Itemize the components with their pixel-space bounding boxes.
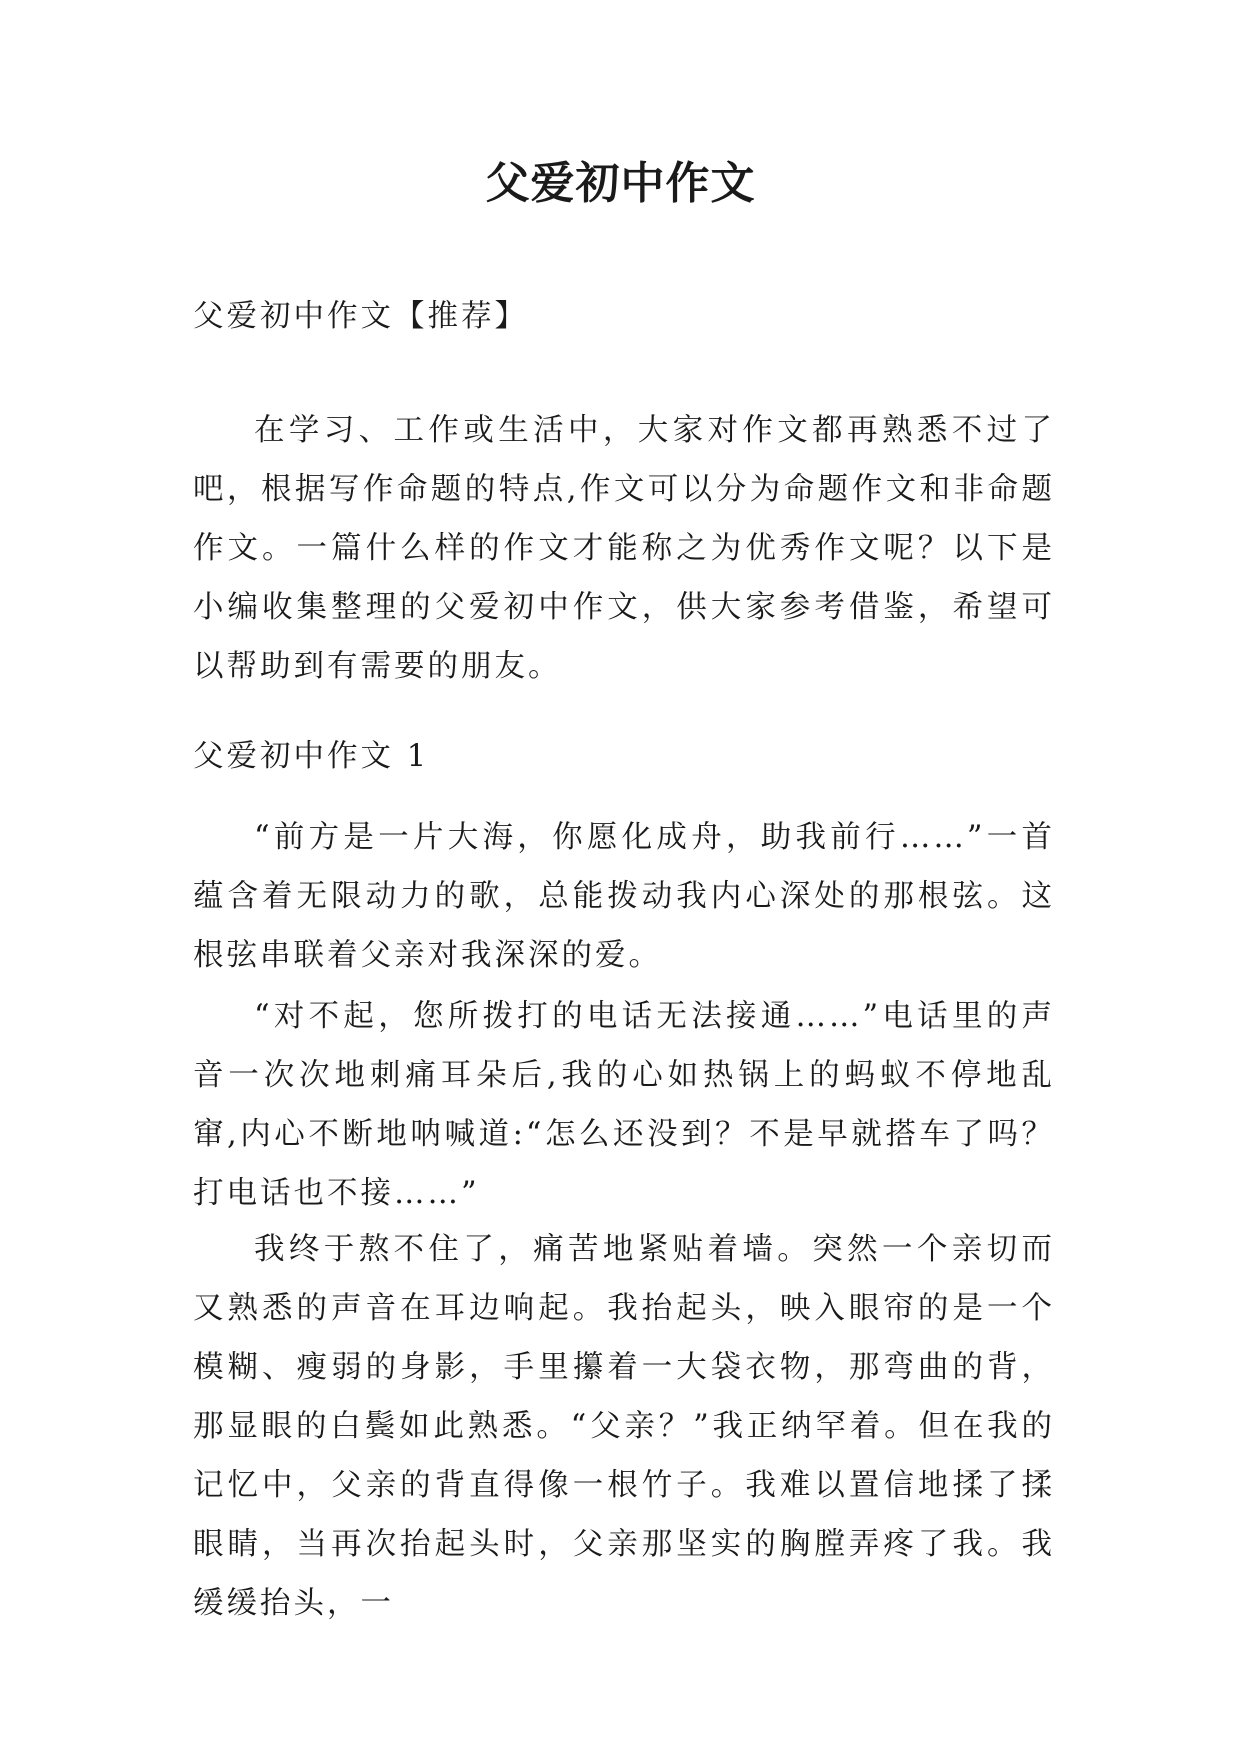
intro-paragraph: 在学习、工作或生活中，大家对作文都再熟悉不过了吧，根据写作命题的特点,作文可以分为命题作文和非命题作文。一篇什么样的作文才能称之为优秀作文呢？以下是小编收集整理的父爱初中作文，供大家参考借鉴，希望可以帮助到有需要的朋友。 <box>193 413 1055 684</box>
section-heading: 父爱初中作文 1 <box>193 739 430 774</box>
body-paragraph: 我终于熬不住了，痛苦地紧贴着墙。突然一个亲切而又熟悉的声音在耳边响起。我抬起头，映入眼帘的是一个模糊、瘦弱的身影，手里攥着一大袋衣物，那弯曲的背，那显眼的白鬓如此熟悉。“父亲？”我正纳罕着。但在我的记忆中，父亲的背直得像一根竹子。我难以置信地揉了揉眼睛，当再次抬起头时，父亲那坚实的胸膛弄疼了我。我缓缓抬头，一 <box>193 1232 1055 1621</box>
document-subtitle: 父爱初中作文【推荐】 <box>193 299 528 334</box>
body-paragraph: “前方是一片大海，你愿化成舟，助我前行……”一首蕴含着无限动力的歌，总能拨动我内心深处的那根弦。这根弦串联着父亲对我深深的爱。 <box>193 820 1055 973</box>
body-paragraph: “对不起，您所拨打的电话无法接通……”电话里的声音一次次地刺痛耳朵后,我的心如热锅上的蚂蚁不停地乱窜,内心不断地呐喊道:“怎么还没到？不是早就搭车了吗？打电话也不接……” <box>193 999 1055 1211</box>
document-title: 父爱初中作文 <box>485 158 756 209</box>
